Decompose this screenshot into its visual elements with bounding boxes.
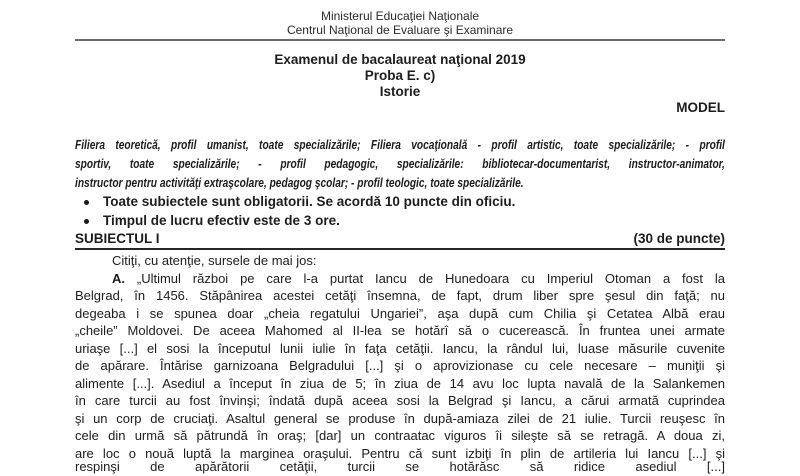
evaluation-center-name: Centrul Naţional de Evaluare şi Examinare [286, 23, 514, 37]
source-a-line: cele din urmă să pătrundă în oraş; [dar] un contraatac viguros îi sileşte să se retragă. A doua zi, [75, 428, 725, 443]
subject1-heading: SUBIECTUL I [75, 231, 160, 246]
source-a-first-line [75, 270, 725, 288]
eligibility-note [75, 135, 725, 192]
source-a-lines [75, 287, 725, 462]
rule-item: Timpul de lucru efectiv este de 3 ore. [75, 212, 725, 231]
source-a-line: are loc o nouă luptă la marginea oraşului. Pentru că sunt izbiţi în plin de artileria lui Iancu [...] şi [75, 445, 725, 461]
source-a-label: A. [112, 270, 125, 286]
eligibility-line: sportiv, toate specializările; - profil pedagogic, specializările: bibliotecar-documentarist, instructor-animator, [75, 156, 725, 171]
source-a-line: uriaşe [...] el sosi la începutul lunii iulie în faţa cetăţii. Iancu, la rândul lui, luase măsurile cuvenite [75, 340, 725, 356]
rules-list [75, 193, 725, 230]
header-divider [75, 39, 725, 41]
source-a-line: alimente [...]. Asediul a început în ziua de 5; în ziua de 14 avu loc lupta navală de la Salankemen [75, 375, 725, 391]
exam-proba: Proba E. c) [364, 68, 436, 83]
rule-item: Toate subiectele sunt obligatorii. Se acordă 10 puncte din oficiu. [75, 193, 725, 212]
model-label: MODEL [676, 100, 725, 115]
source-a-paragraph [75, 270, 725, 476]
subject1-heading-row [75, 231, 725, 250]
source-a-line: „cheile” Moldovei. De aceea Mahomed al II-lea se hotărî să o cucerească. În fruntea unei armate [75, 323, 725, 338]
eligibility-line: instructor pentru activităţi extraşcolare, pedagog şcolar; - profil teologic, toate specializările. [75, 175, 524, 190]
source-a-line: şi un corp de cruciaţi. Asaltul general se produse în după-amiaza zilei de 21 iulie. Turcii reuşesc în [75, 410, 725, 426]
document-header [75, 9, 725, 37]
exam-title: Examenul de bacalaureat naţional 2019 [274, 52, 526, 67]
source-a-first-line-text: „Ultimul război pe care l-a purtat Iancu de Hunedoara cu Imperiul Otoman a fost la [136, 270, 725, 286]
eligibility-line: Filiera teoretică, profil umanist, toate specializările; Filiera vocaţională - profil artistic, toate specializările; - profil [75, 137, 725, 152]
title-block [75, 52, 725, 100]
source-a-partial-line: respinşi de apărătorii cetăţii, turcii se hotărăsc să ridice asediul [...] [75, 459, 725, 474]
subject1-instruction: Citiţi, cu atenţie, sursele de mai jos: [112, 253, 317, 268]
source-a-line: în care turcii au fost învinşi; îndată după aceea sosi la Belgrad şi Iancu, a cărui armată cuprindea [75, 393, 725, 408]
source-a-line: degeaba i se spunea doar „cheia regatului Ungariei”, aşa după cum Chilia şi Cetatea Albă erau [75, 305, 725, 321]
source-a-line: de apărare. Întărise garnizoana Belgradului [...] şi o aprovizionase cu cele necesare – muniţii şi [75, 358, 725, 373]
subject1-points: (30 de puncte) [633, 231, 725, 246]
exam-subject: Istorie [379, 84, 421, 99]
ministry-name: Ministerul Educaţiei Naţionale [320, 9, 480, 23]
source-a-line: Belgrad, în 1456. Stăpânirea acestei cetăţi însemna, de fapt, drum liber spre şesul din faţă; nu [75, 288, 725, 303]
